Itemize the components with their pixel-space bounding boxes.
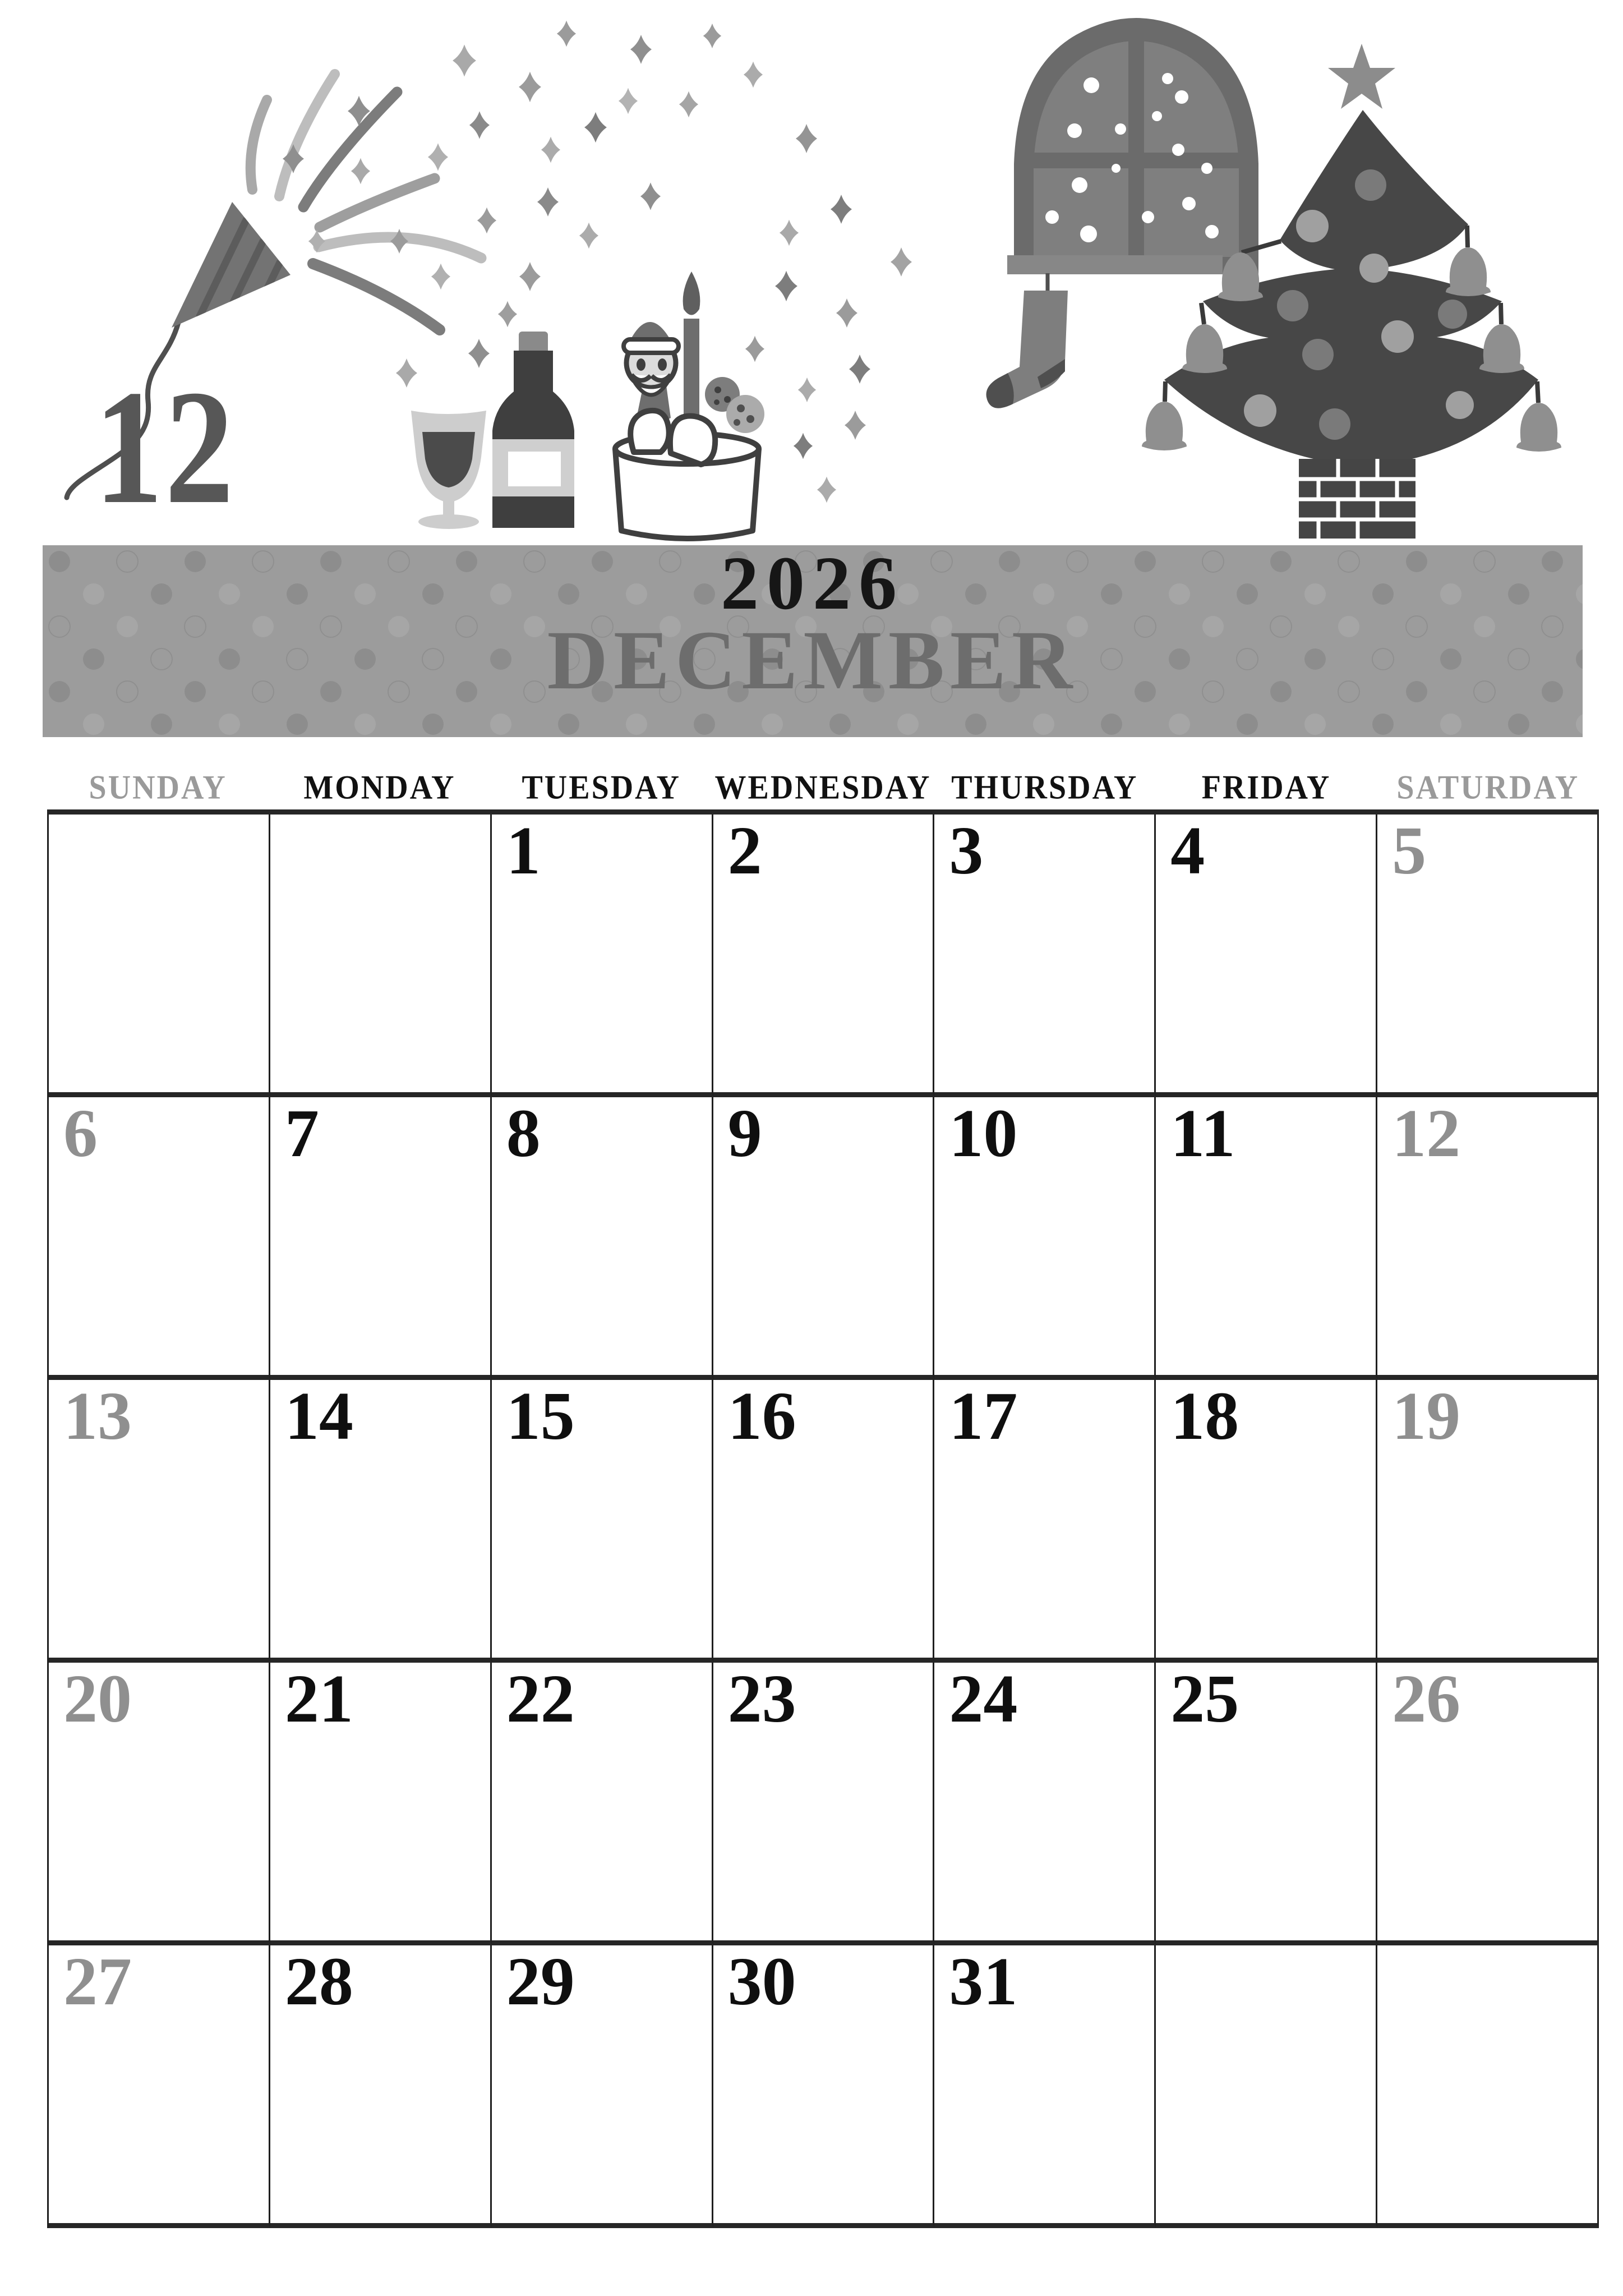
- date-number: 29: [506, 1944, 575, 2019]
- date-number: 2: [727, 813, 762, 889]
- calendar-cell: [713, 1663, 935, 1945]
- banner-year: 2026: [721, 541, 905, 625]
- weekday-header-monday: MONDAY: [303, 769, 456, 807]
- calendar-cell: [1377, 1380, 1599, 1663]
- date-number: 22: [506, 1661, 575, 1737]
- date-number: 6: [63, 1096, 98, 1171]
- date-number: 28: [284, 1944, 353, 2019]
- window-icon: [1007, 18, 1258, 274]
- calendar-cell: [713, 1945, 935, 2228]
- berry-icon: [705, 377, 764, 433]
- calendar-cell: [1156, 815, 1377, 1097]
- christmas-cake-icon: [615, 272, 764, 539]
- calendar-grid: [47, 809, 1599, 2228]
- date-number: 18: [1170, 1378, 1239, 1454]
- date-number: 8: [506, 1096, 541, 1171]
- calendar-cell: [934, 1663, 1156, 1945]
- wine-glass-icon: [411, 411, 486, 529]
- calendar-cell: [1156, 1663, 1377, 1945]
- calendar-cell: [934, 815, 1156, 1097]
- calendar-cell: [713, 1097, 935, 1380]
- title-banner: [43, 541, 1583, 737]
- calendar-cell: [1377, 815, 1599, 1097]
- wine-bottle-icon: [492, 332, 574, 528]
- calendar-cell: [270, 815, 492, 1097]
- santa-icon: [624, 322, 679, 423]
- calendar-cell: [1156, 1097, 1377, 1380]
- calendar-cell: [49, 1097, 270, 1380]
- date-number: 7: [284, 1096, 319, 1171]
- date-number: 27: [63, 1944, 132, 2019]
- month-number: 12: [94, 357, 236, 538]
- brick-base-icon: [1299, 459, 1415, 539]
- calendar-cell: [49, 1380, 270, 1663]
- calendar-cell: [270, 1097, 492, 1380]
- calendar-cell: [492, 1663, 713, 1945]
- date-number: 17: [949, 1378, 1018, 1454]
- date-number: 9: [727, 1096, 762, 1171]
- confetti-icon: [283, 21, 912, 503]
- date-number: 24: [949, 1661, 1018, 1737]
- calendar-cell: [1156, 1945, 1377, 2228]
- calendar-cell: [934, 1097, 1156, 1380]
- date-number: 30: [727, 1944, 796, 2019]
- candle-icon: [683, 272, 700, 421]
- date-number: 12: [1392, 1096, 1461, 1171]
- calendar-cell: [270, 1945, 492, 2228]
- calendar-cell: [49, 815, 270, 1097]
- calendar-cell: [713, 1380, 935, 1663]
- calendar-cell: [492, 1945, 713, 2228]
- calendar-cell: [492, 1380, 713, 1663]
- date-number: 3: [949, 813, 984, 889]
- weekday-header-friday: FRIDAY: [1201, 769, 1331, 807]
- date-number: 15: [506, 1378, 575, 1454]
- weekday-header-sunday: SUNDAY: [89, 769, 227, 807]
- calendar-cell: [1377, 1945, 1599, 2228]
- date-number: 23: [727, 1661, 796, 1737]
- calendar-cell: [934, 1945, 1156, 2228]
- date-number: 11: [1170, 1096, 1235, 1171]
- date-number: 1: [506, 813, 541, 889]
- calendar-cell: [270, 1380, 492, 1663]
- calendar-cell: [49, 1945, 270, 2228]
- date-number: 13: [63, 1378, 132, 1454]
- date-number: 16: [727, 1378, 796, 1454]
- calendar-cell: [1377, 1097, 1599, 1380]
- date-number: 31: [949, 1944, 1018, 2019]
- date-number: 19: [1392, 1378, 1461, 1454]
- calendar-cell: [49, 1663, 270, 1945]
- stocking-icon: [986, 273, 1068, 408]
- date-number: 5: [1392, 813, 1427, 889]
- holiday-illustration: [0, 0, 1623, 545]
- weekday-header-row: [47, 737, 1599, 809]
- date-number: 10: [949, 1096, 1018, 1171]
- date-number: 21: [284, 1661, 353, 1737]
- calendar-cell: [492, 815, 713, 1097]
- date-number: 20: [63, 1661, 132, 1737]
- calendar-cell: [1377, 1663, 1599, 1945]
- star-icon: [1328, 44, 1395, 109]
- weekday-header-wednesday: WEDNESDAY: [714, 769, 932, 807]
- date-number: 26: [1392, 1661, 1461, 1737]
- calendar-cell: [934, 1380, 1156, 1663]
- date-number: 25: [1170, 1661, 1239, 1737]
- calendar-cell: [270, 1663, 492, 1945]
- banner-month-name: DECEMBER: [547, 614, 1078, 707]
- calendar-cell: [1156, 1380, 1377, 1663]
- weekday-header-thursday: THURSDAY: [951, 769, 1138, 807]
- date-number: 4: [1170, 813, 1205, 889]
- weekday-header-saturday: SATURDAY: [1396, 769, 1580, 807]
- date-number: 14: [284, 1378, 353, 1454]
- weekday-header-tuesday: TUESDAY: [522, 769, 681, 807]
- calendar-cell: [492, 1097, 713, 1380]
- calendar-cell: [713, 815, 935, 1097]
